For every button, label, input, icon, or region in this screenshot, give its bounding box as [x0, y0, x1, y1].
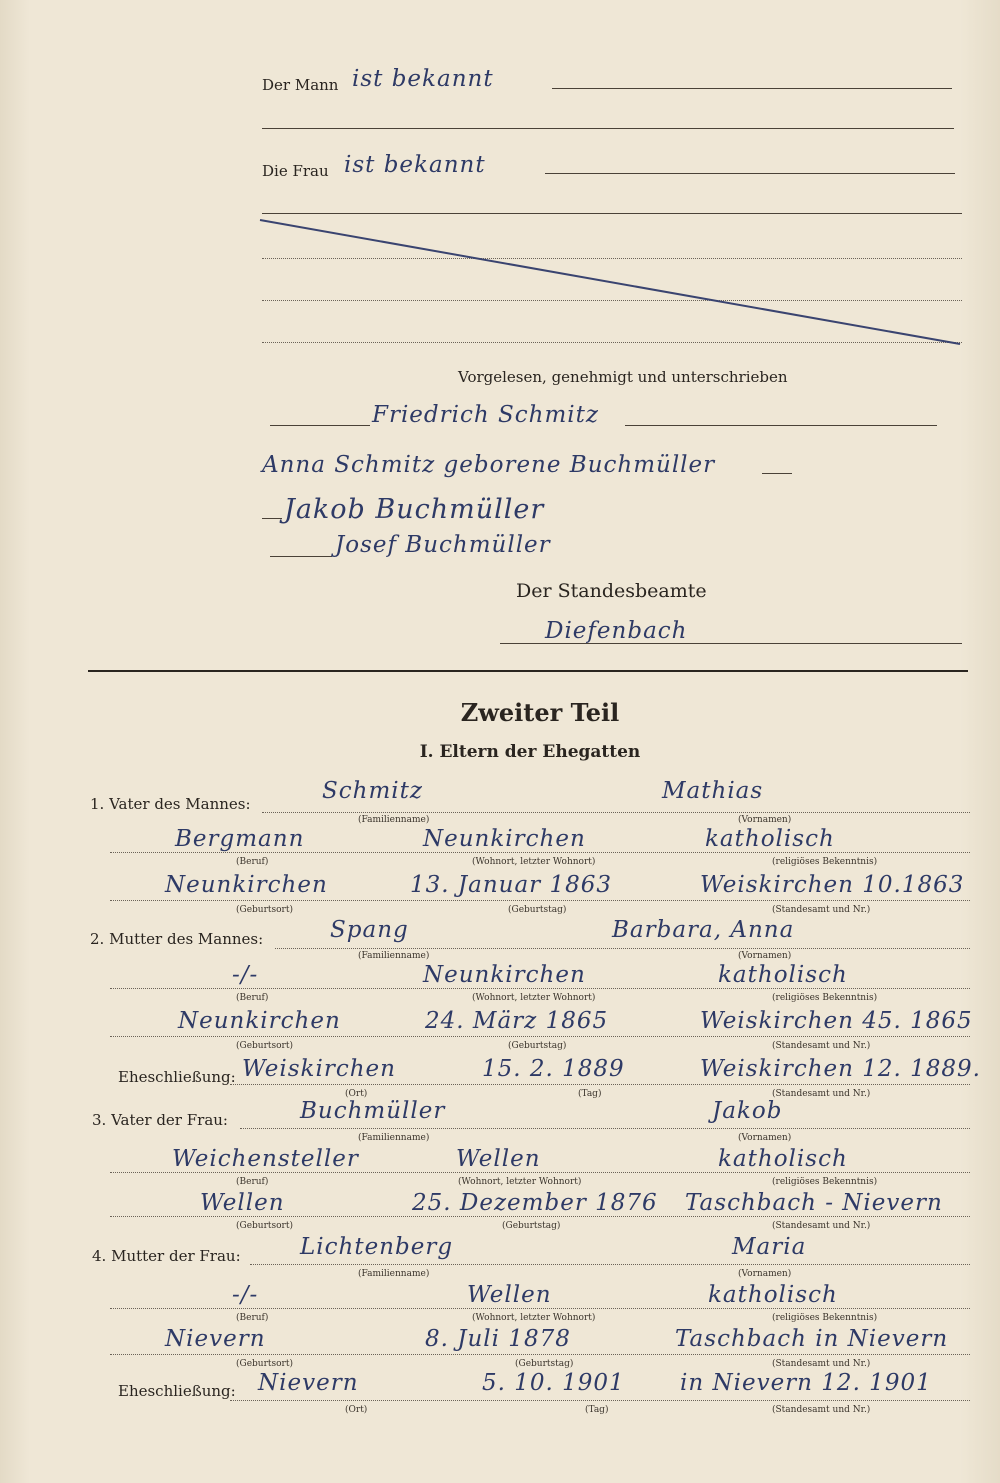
- father-husband-religion: katholisch: [705, 826, 835, 852]
- father-husband-residence: Neunkirchen: [423, 826, 586, 852]
- caption-birthdate: (Geburtstag): [502, 1221, 561, 1231]
- caption-religion: (religiöses Bekenntnis): [772, 857, 878, 867]
- mother-husband-surname: Spang: [330, 917, 409, 943]
- section-divider: [88, 670, 968, 672]
- caption-date: (Tag): [585, 1405, 609, 1415]
- rule: [762, 473, 792, 474]
- marriage-2-label: Eheschließung:: [118, 1382, 236, 1400]
- mother-husband-registry: Weiskirchen 45. 1865: [700, 1008, 973, 1034]
- caption-place: (Ort): [345, 1405, 368, 1415]
- mother-wife-registry: Taschbach in Nievern: [675, 1326, 949, 1352]
- mann-value: ist bekannt: [352, 66, 494, 92]
- mother-wife-religion: katholisch: [708, 1282, 838, 1308]
- father-wife-surname: Buchmüller: [300, 1098, 446, 1124]
- strike-through-line: [0, 0, 1000, 700]
- parents-subtitle: I. Eltern der Ehegatten: [419, 742, 641, 762]
- mother-wife-residence: Wellen: [467, 1282, 552, 1308]
- father-wife-label: 3. Vater der Frau:: [92, 1111, 228, 1129]
- mother-husband-residence: Neunkirchen: [423, 962, 586, 988]
- mother-husband-givennames: Barbara, Anna: [612, 917, 795, 943]
- caption-registry: (Standesamt und Nr.): [772, 1089, 871, 1099]
- rule: [110, 1354, 970, 1355]
- marriage-1-place: Weiskirchen: [242, 1056, 396, 1082]
- rule: [240, 1128, 970, 1129]
- rule: [270, 556, 332, 557]
- rule: [625, 425, 937, 426]
- caption-birthplace: (Geburtsort): [236, 1359, 293, 1369]
- rule: [230, 1084, 970, 1085]
- signature-wife: Anna Schmitz geborene Buchmüller: [262, 452, 716, 478]
- rule: [262, 812, 970, 813]
- marriage-2-place: Nievern: [258, 1370, 359, 1396]
- caption-givennames: (Vornamen): [738, 1269, 792, 1279]
- signature-husband: Friedrich Schmitz: [372, 402, 599, 428]
- caption-surname: (Familienname): [358, 815, 430, 825]
- frau-label: Die Frau: [262, 162, 329, 180]
- caption-givennames: (Vornamen): [738, 815, 792, 825]
- frau-value: ist bekannt: [344, 152, 486, 178]
- part-two-title: Zweiter Teil: [460, 698, 620, 727]
- caption-religion: (religiöses Bekenntnis): [772, 993, 878, 1003]
- caption-givennames: (Vornamen): [738, 1133, 792, 1143]
- caption-givennames: (Vornamen): [738, 951, 792, 961]
- mother-husband-birthdate: 24. März 1865: [425, 1008, 609, 1034]
- father-wife-occupation: Weichensteller: [172, 1146, 359, 1172]
- rule: [270, 425, 370, 426]
- rule: [110, 1036, 970, 1037]
- caption-occupation: (Beruf): [236, 857, 269, 867]
- father-husband-label: 1. Vater des Mannes:: [90, 795, 251, 813]
- caption-surname: (Familienname): [358, 1133, 430, 1143]
- father-husband-surname: Schmitz: [322, 778, 423, 804]
- rule: [110, 852, 970, 853]
- mann-label: Der Mann: [262, 76, 339, 94]
- caption-surname: (Familienname): [358, 1269, 430, 1279]
- mother-wife-birthplace: Nievern: [165, 1326, 266, 1352]
- caption-residence: (Wohnort, letzter Wohnort): [472, 1313, 596, 1323]
- caption-registry: (Standesamt und Nr.): [772, 1221, 871, 1231]
- rule: [110, 900, 970, 901]
- caption-birthplace: (Geburtsort): [236, 1221, 293, 1231]
- rule: [110, 1308, 970, 1309]
- marriage-2-registry: in Nievern 12. 1901: [680, 1370, 932, 1396]
- caption-birthdate: (Geburtstag): [508, 905, 567, 915]
- father-husband-registry: Weiskirchen 10.1863: [700, 872, 965, 898]
- rule: [262, 518, 282, 519]
- mother-wife-occupation: -/-: [232, 1282, 259, 1308]
- caption-birthdate: (Geburtstag): [508, 1041, 567, 1051]
- caption-residence: (Wohnort, letzter Wohnort): [472, 857, 596, 867]
- father-wife-givennames: Jakob: [712, 1098, 783, 1124]
- caption-registry: (Standesamt und Nr.): [772, 1041, 871, 1051]
- signature-witness-2: Josef Buchmüller: [335, 532, 551, 558]
- rule: [275, 948, 970, 949]
- marriage-1-registry: Weiskirchen 12. 1889.: [700, 1056, 981, 1082]
- caption-birthdate: (Geburtstag): [515, 1359, 574, 1369]
- father-wife-birthdate: 25. Dezember 1876: [412, 1190, 658, 1216]
- caption-occupation: (Beruf): [236, 1313, 269, 1323]
- father-husband-birthplace: Neunkirchen: [165, 872, 328, 898]
- mother-wife-label: 4. Mutter der Frau:: [92, 1247, 241, 1265]
- registrar-signature: Diefenbach: [545, 618, 688, 644]
- mother-wife-surname: Lichtenberg: [300, 1234, 454, 1260]
- caption-occupation: (Beruf): [236, 993, 269, 1003]
- caption-registry: (Standesamt und Nr.): [772, 1405, 871, 1415]
- mother-husband-occupation: -/-: [232, 962, 259, 988]
- caption-surname: (Familienname): [358, 951, 430, 961]
- caption-residence: (Wohnort, letzter Wohnort): [472, 993, 596, 1003]
- father-wife-registry: Taschbach - Nievern: [685, 1190, 943, 1216]
- mother-husband-label: 2. Mutter des Mannes:: [90, 930, 264, 948]
- mother-wife-birthdate: 8. Juli 1878: [425, 1326, 571, 1352]
- caption-residence: (Wohnort, letzter Wohnort): [458, 1177, 582, 1187]
- registrar-label: Der Standesbeamte: [516, 580, 707, 602]
- marriage-1-label: Eheschließung:: [118, 1068, 236, 1086]
- rule: [110, 988, 970, 989]
- mother-husband-religion: katholisch: [718, 962, 848, 988]
- father-wife-religion: katholisch: [718, 1146, 848, 1172]
- father-wife-residence: Wellen: [456, 1146, 541, 1172]
- signature-witness-1: Jakob Buchmüller: [284, 494, 545, 525]
- mother-husband-birthplace: Neunkirchen: [178, 1008, 341, 1034]
- father-husband-givennames: Mathias: [662, 778, 764, 804]
- rule: [230, 1400, 970, 1401]
- rule: [250, 1264, 970, 1265]
- caption-place: (Ort): [345, 1089, 368, 1099]
- caption-registry: (Standesamt und Nr.): [772, 905, 871, 915]
- marriage-1-date: 15. 2. 1889: [482, 1056, 625, 1082]
- caption-birthplace: (Geburtsort): [236, 905, 293, 915]
- rule: [110, 1216, 970, 1217]
- father-husband-birthdate: 13. Januar 1863: [410, 872, 612, 898]
- rule: [500, 643, 962, 644]
- caption-birthplace: (Geburtsort): [236, 1041, 293, 1051]
- mother-wife-givennames: Maria: [732, 1234, 807, 1260]
- caption-occupation: (Beruf): [236, 1177, 269, 1187]
- caption-date: (Tag): [578, 1089, 602, 1099]
- read-approved-text: Vorgelesen, genehmigt und unterschrieben: [458, 368, 788, 386]
- caption-religion: (religiöses Bekenntnis): [772, 1313, 878, 1323]
- father-husband-occupation: Bergmann: [175, 826, 305, 852]
- caption-registry: (Standesamt und Nr.): [772, 1359, 871, 1369]
- caption-religion: (religiöses Bekenntnis): [772, 1177, 878, 1187]
- father-wife-birthplace: Wellen: [200, 1190, 285, 1216]
- rule: [110, 1172, 970, 1173]
- marriage-2-date: 5. 10. 1901: [482, 1370, 625, 1396]
